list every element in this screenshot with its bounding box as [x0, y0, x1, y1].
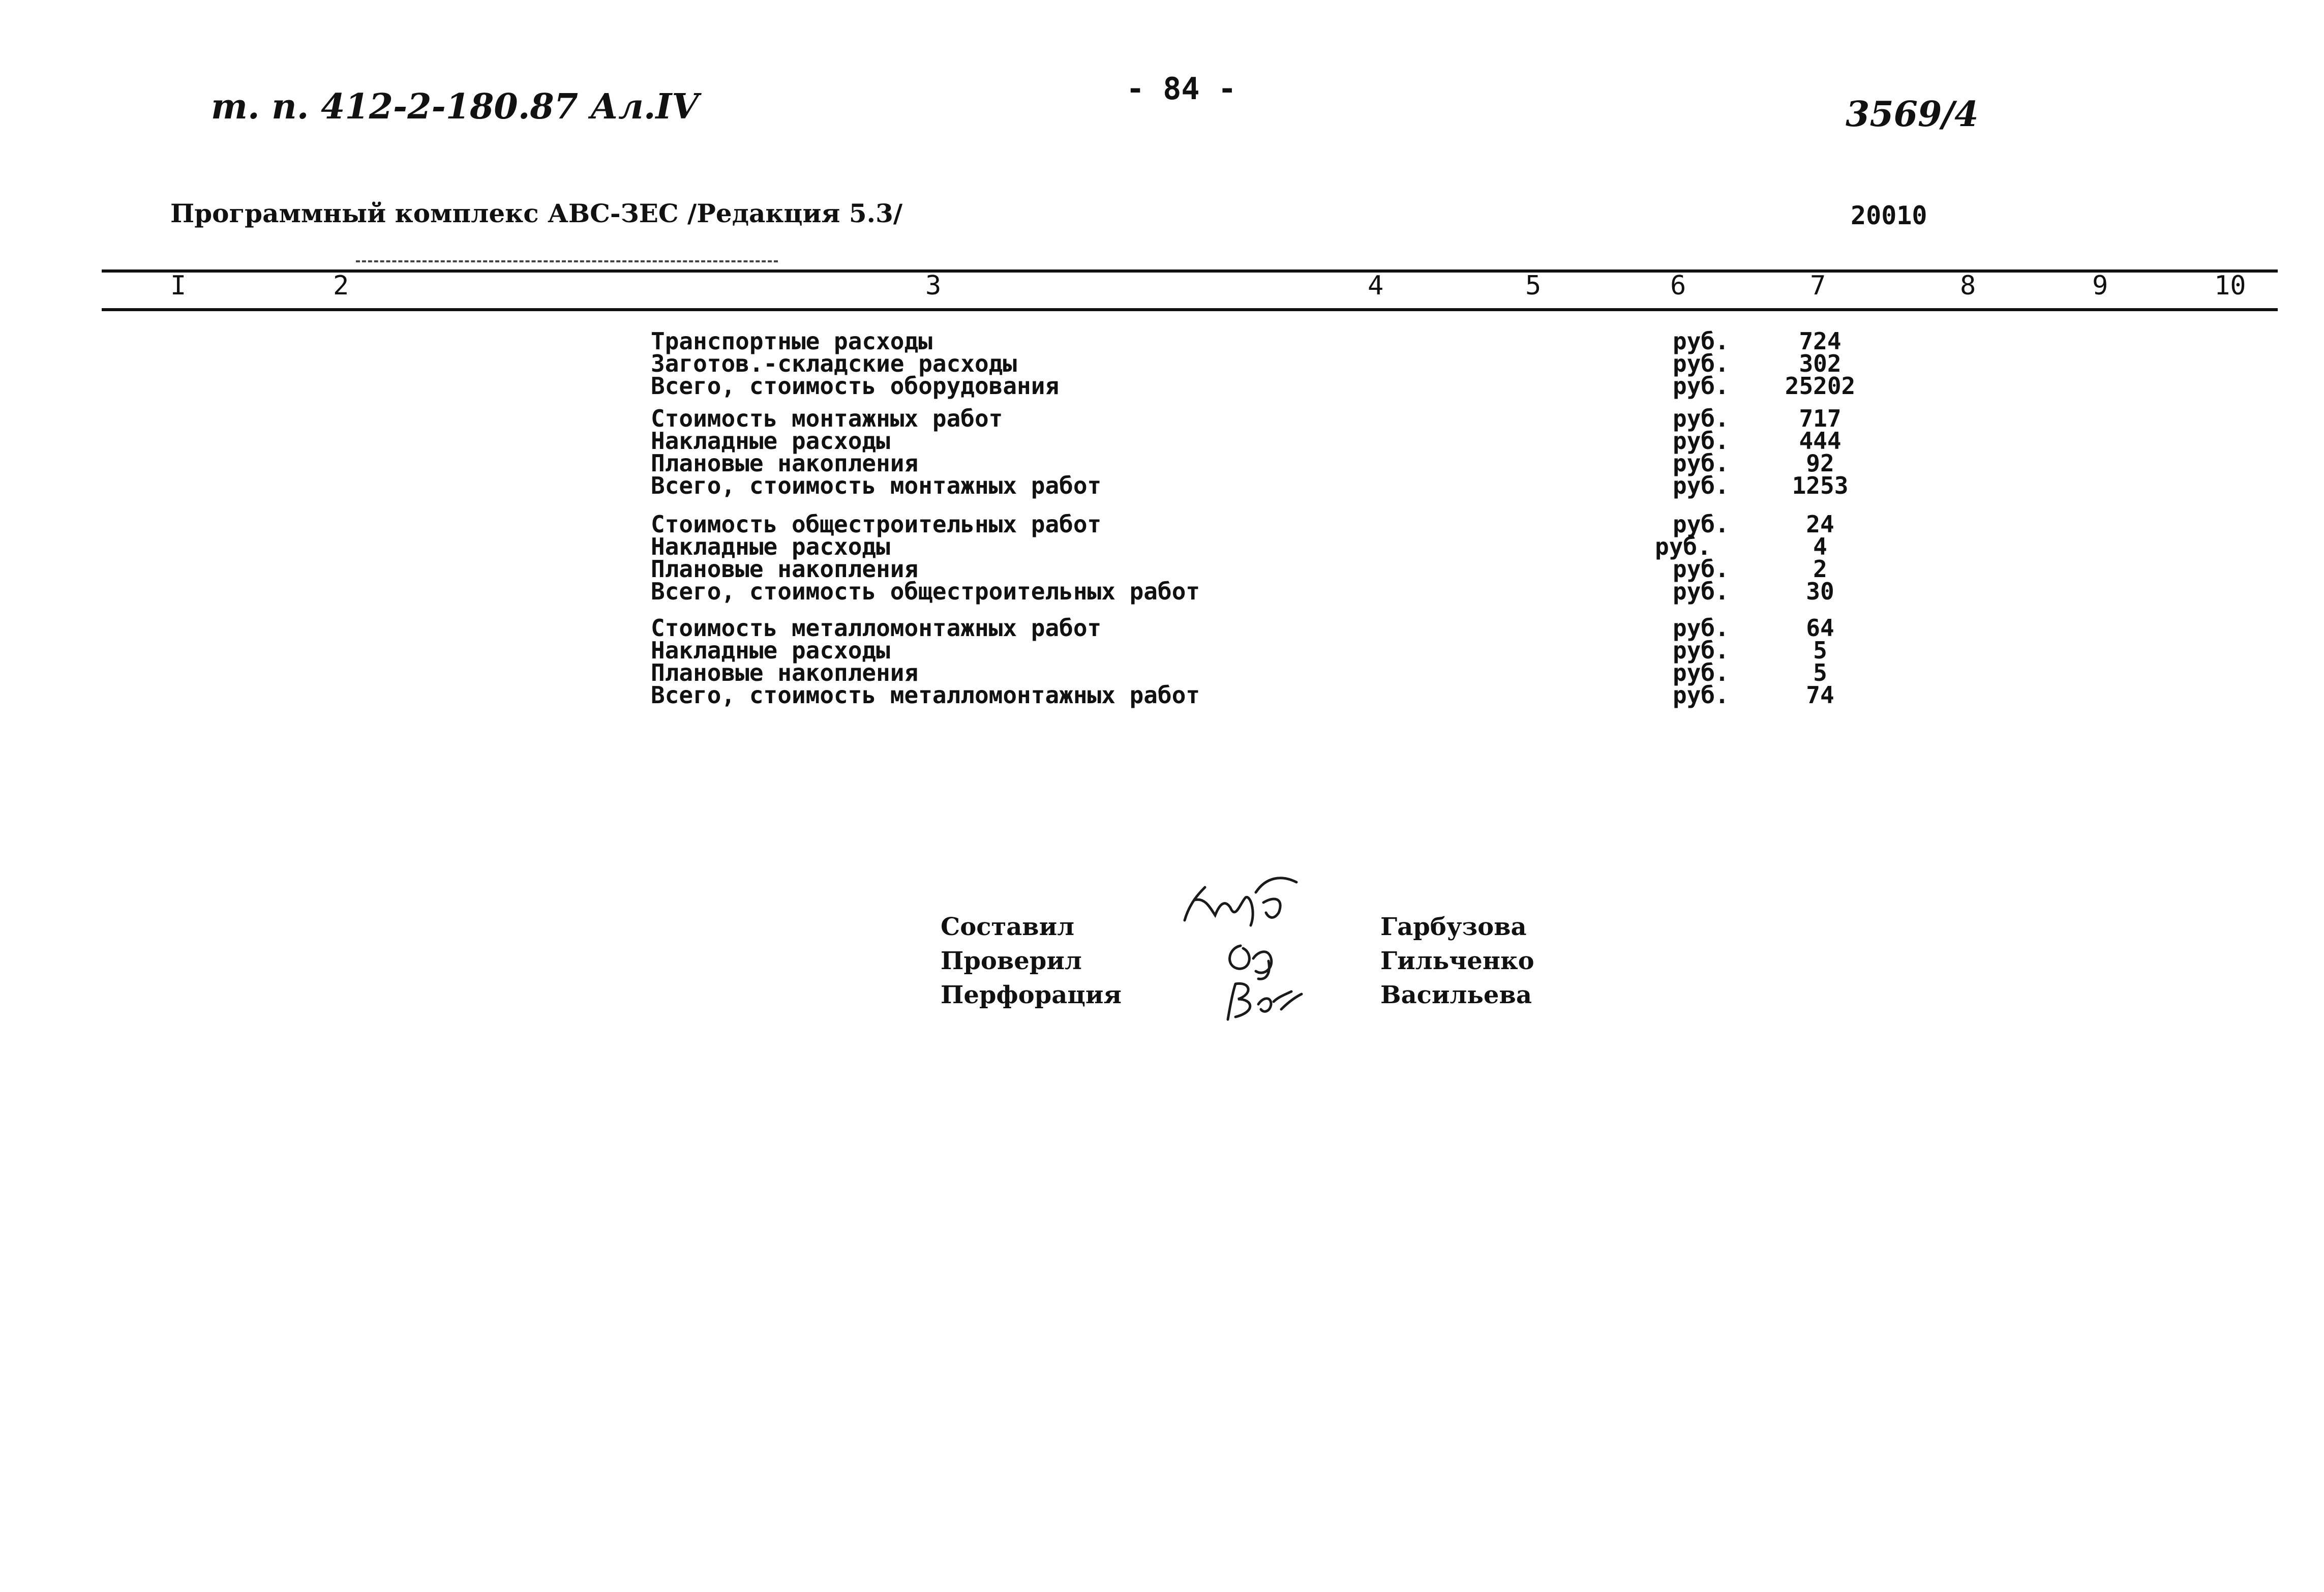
table-header-rule	[102, 308, 2278, 311]
table-row-unit: руб.	[1673, 427, 1729, 455]
column-header-2: 2	[333, 271, 349, 301]
table-row-unit: руб.	[1673, 578, 1729, 605]
table-row-unit: руб.	[1673, 350, 1729, 377]
document-number: 20010	[1851, 201, 1927, 230]
table-row-value: 444	[1799, 427, 1842, 455]
signature-mark-garb	[1174, 872, 1307, 938]
column-header-10: 10	[2214, 271, 2246, 301]
software-title: Программный комплекс АВС-ЗЕС /Редакция 5.3/	[170, 198, 903, 228]
signature-name-compiled: Гарбузова	[1380, 913, 1527, 941]
table-row-value: 5	[1813, 637, 1827, 664]
table-row-unit: руб.	[1673, 614, 1729, 642]
column-header-7: 7	[1810, 271, 1826, 301]
column-header-4: 4	[1368, 271, 1384, 301]
table-row-label: Плановые накопления	[651, 449, 919, 477]
table-row-label: Накладные расходы	[651, 637, 890, 664]
table-row-value: 2	[1813, 555, 1827, 583]
table-row-value: 4	[1813, 533, 1827, 560]
table-row-value: 717	[1799, 405, 1842, 432]
dashed-rule	[356, 260, 778, 262]
table-row-value: 1253	[1792, 472, 1849, 499]
table-row-value: 5	[1813, 659, 1827, 686]
table-row-value: 724	[1799, 327, 1842, 355]
table-row-unit: руб.	[1673, 510, 1729, 538]
table-row-unit: руб.	[1655, 533, 1711, 560]
signature-name-checked: Гильченко	[1380, 947, 1534, 975]
signature-role-compiled: Составил	[941, 913, 1075, 941]
table-row-value: 25202	[1785, 372, 1856, 400]
table-row-label: Всего, стоимость металломонтажных работ	[651, 681, 1200, 709]
column-header-5: 5	[1525, 271, 1542, 301]
table-row-value: 24	[1806, 510, 1834, 538]
column-header-1: I	[170, 271, 187, 301]
table-row-value: 74	[1806, 681, 1834, 709]
table-row-label: Всего, стоимость общестроительных работ	[651, 578, 1200, 605]
table-row-label: Всего, стоимость оборудования	[651, 372, 1060, 400]
table-row-unit: руб.	[1673, 449, 1729, 477]
column-header-3: 3	[925, 271, 942, 301]
table-row-label: Накладные расходы	[651, 533, 890, 560]
table-row-label: Транспортные расходы	[651, 327, 932, 355]
table-row-unit: руб.	[1673, 327, 1729, 355]
signature-name-perforation: Васильева	[1380, 981, 1532, 1009]
table-row-label: Плановые накопления	[651, 555, 919, 583]
table-row-label: Накладные расходы	[651, 427, 890, 455]
signature-mark-vas	[1215, 974, 1307, 1025]
table-row-unit: руб.	[1673, 472, 1729, 499]
table-row-label: Всего, стоимость монтажных работ	[651, 472, 1102, 499]
sheet-code: 3569/4	[1846, 94, 1979, 135]
table-row-unit: руб.	[1673, 681, 1729, 709]
table-row-unit: руб.	[1673, 372, 1729, 400]
page-number: - 84 -	[1126, 71, 1236, 107]
column-header-8: 8	[1960, 271, 1976, 301]
table-row-value: 92	[1806, 449, 1834, 477]
table-row-unit: руб.	[1673, 555, 1729, 583]
table-top-rule	[102, 269, 2278, 273]
table-row-value: 64	[1806, 614, 1834, 642]
table-row-unit: руб.	[1673, 405, 1729, 432]
signature-role-checked: Проверил	[941, 947, 1082, 975]
table-row-value: 30	[1806, 578, 1834, 605]
table-row-unit: руб.	[1673, 637, 1729, 664]
table-row-label: Плановые накопления	[651, 659, 919, 686]
column-header-9: 9	[2092, 271, 2108, 301]
table-row-label: Заготов.-складские расходы	[651, 350, 1017, 377]
table-row-label: Стоимость металломонтажных работ	[651, 614, 1102, 642]
table-row-unit: руб.	[1673, 659, 1729, 686]
signature-role-perforation: Перфорация	[941, 981, 1122, 1009]
document-code: т. п. 412-2-180.87 Ал.IV	[211, 86, 699, 127]
table-row-value: 302	[1799, 350, 1842, 377]
table-row-label: Стоимость общестроительных работ	[651, 510, 1102, 538]
table-row-label: Стоимость монтажных работ	[651, 405, 1003, 432]
column-header-6: 6	[1670, 271, 1686, 301]
